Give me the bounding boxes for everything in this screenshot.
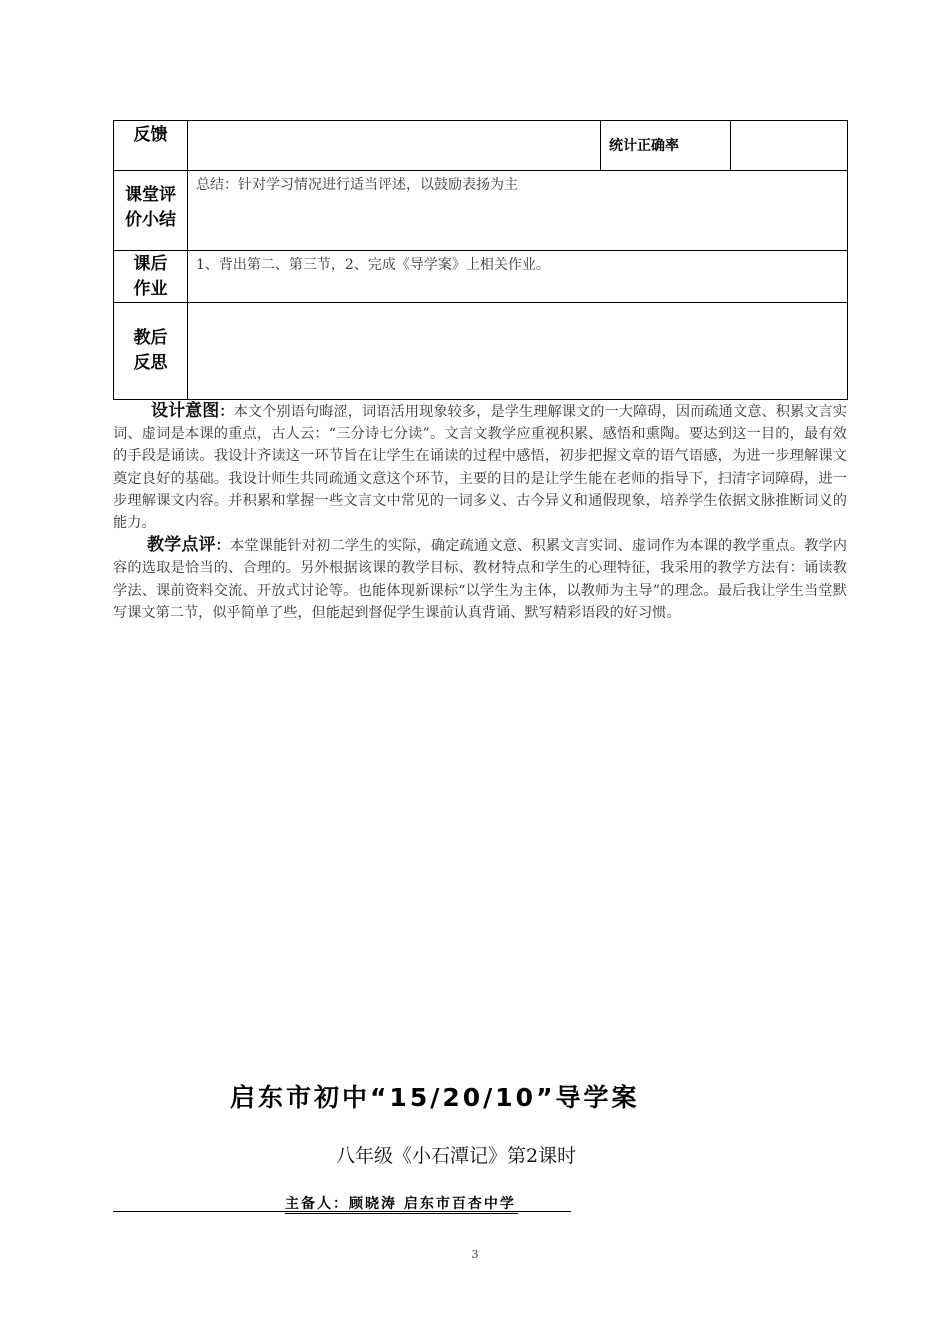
teaching-review-paragraph xyxy=(113,534,847,624)
feedback-row xyxy=(114,121,848,171)
teaching-review-colon: ： xyxy=(215,538,231,555)
reflection-content-cell xyxy=(188,303,848,400)
lesson-table xyxy=(113,120,848,400)
summary-row xyxy=(114,171,848,251)
page-number: 3 xyxy=(471,1248,479,1261)
homework-content-cell xyxy=(188,251,848,303)
author-line: 主备人：顾晓涛 启东市百杏中学 xyxy=(285,1193,518,1214)
next-lesson-title: 启东市初中“15/20/10”导学案 xyxy=(230,1083,640,1112)
homework-text: 1、背出第二、第三节，2、完成《导学案》上相关作业。 xyxy=(196,257,550,273)
teaching-review-text: 本堂课能针对初二学生的实际，确定疏通文意、积累文言实词、虚词作为本课的教学重点。教学内容的选取是恰当的、合理的。另外根据该课的教学目标、教材特点和学生的心理特征，我采用的教学方法有：诵读教学法、课前资料交流、开放式讨论等。也能体现新课标“以学生为主体，以教师为主导”的理念。最后我让学生当堂默写课文第二节，似乎简单了些，但能起到督促学生课前认真背诵、默写精彩语段的好习惯。 xyxy=(113,538,847,621)
design-intent-paragraph xyxy=(113,400,847,534)
design-intent-text: 本文个别语句晦涩，词语活用现象较多，是学生理解课文的一大障碍，因而疏通文意、积累文言实词、虚词是本课的重点，古人云：“三分诗七分读”。文言文教学应重视积累、感悟和熏陶。要达到这一目的，最有效的手段是诵读。我设计齐读这一环节旨在让学生在诵读的过程中感悟，初步把握文章的语气语感，为进一步理解课文奠定良好的基础。我设计师生共同疏通文意这个环节，主要的目的是让学生能在老师的指导下，扫清字词障碍，进一步理解课文内容。并积累和掌握一些文言文中常见的一词多义、古今异义和通假现象，培养学生依据文脉推断词义的能力。 xyxy=(113,404,847,532)
accuracy-label-cell xyxy=(601,121,731,171)
summary-label-cell xyxy=(114,171,188,251)
homework-row xyxy=(114,251,848,303)
feedback-label-cell xyxy=(114,121,188,171)
accuracy-value-cell xyxy=(731,121,848,171)
accuracy-label: 统计正确率 xyxy=(609,138,679,154)
summary-text: 总结：针对学习情况进行适当评述，以鼓励表扬为主 xyxy=(196,177,518,193)
design-intent-colon: ： xyxy=(219,404,234,420)
next-lesson-subtitle: 八年级《小石潭记》第2课时 xyxy=(336,1145,577,1167)
design-intent-heading: 设计意图 xyxy=(151,401,220,421)
commentary xyxy=(113,400,847,624)
summary-content-cell xyxy=(188,171,848,251)
feedback-content-cell xyxy=(188,121,601,171)
homework-label-cell xyxy=(114,251,188,303)
homework-label: 课后作业 xyxy=(133,254,168,299)
teaching-review-heading: 教学点评 xyxy=(147,535,216,556)
reflection-label-cell xyxy=(114,303,188,400)
reflection-row xyxy=(114,303,848,400)
summary-label: 课堂评价小结 xyxy=(125,185,176,230)
feedback-label: 反馈 xyxy=(133,125,168,145)
reflection-label: 教后反思 xyxy=(133,328,168,373)
